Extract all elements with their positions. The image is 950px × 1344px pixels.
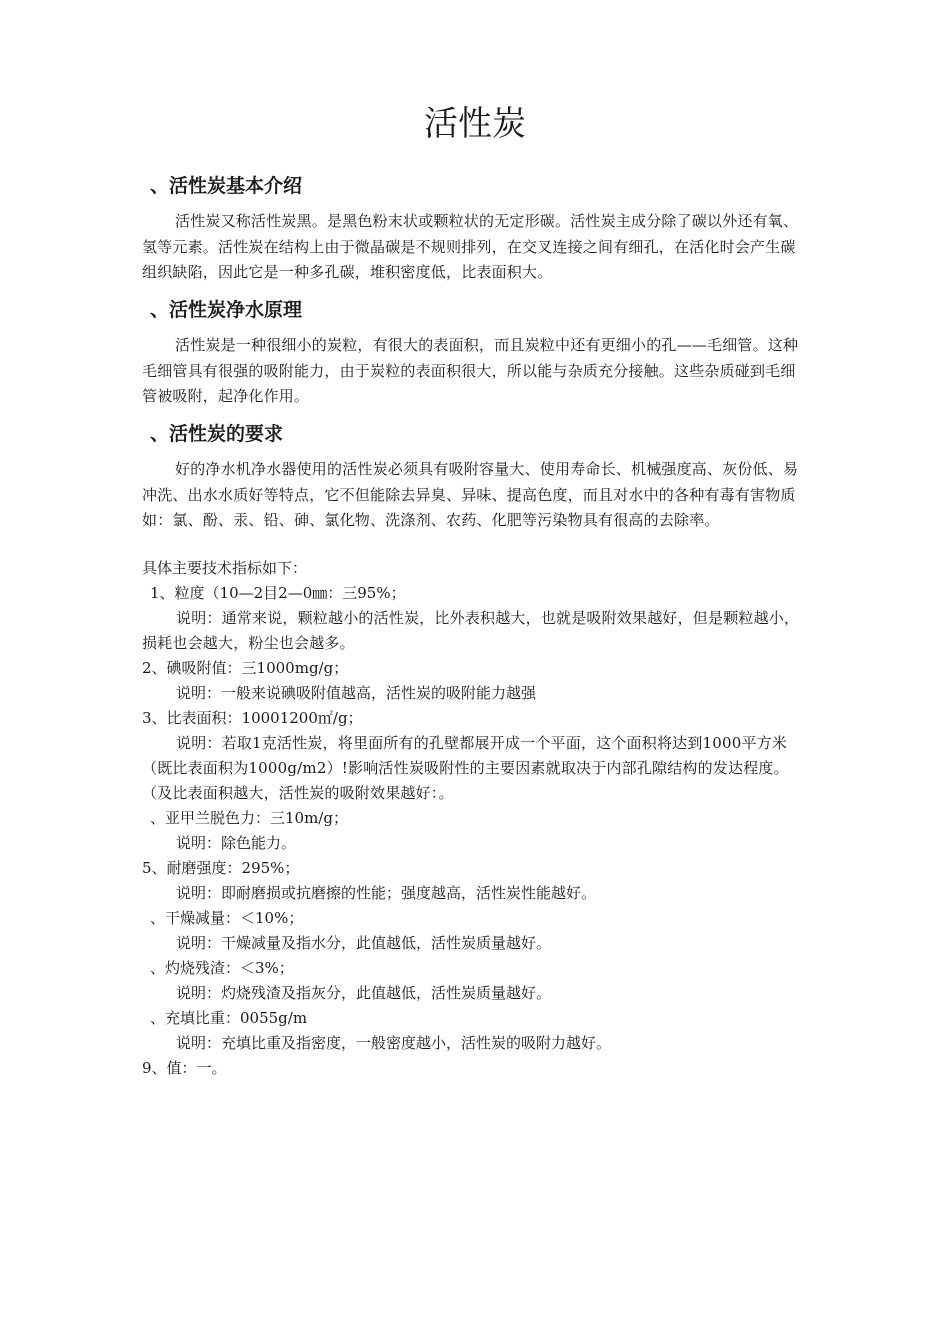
spec-item-abrasion: 5、耐磨强度：295%；: [142, 859, 300, 877]
spec-note-ignition-residue: 说明：灼烧残渣及指灰分，此值越低，活性炭质量越好。: [176, 984, 552, 1002]
section-body-intro: 活性炭又称活性炭黑。是黑色粉末状或颗粒状的无定形碳。活性炭主成分除了碳以外还有氧、氢等元素。活性炭在结构上由于微晶碳是不规则排列，在交叉连接之间有细孔，在活化时会产生碳组织缺陷，因此它是一种多孔碳，堆积密度低，比表面积大。: [142, 212, 799, 281]
section-heading-intro: 、活性炭基本介绍: [150, 175, 303, 197]
document-title: 活性炭: [424, 104, 526, 144]
section-heading-requirements: 、活性炭的要求: [150, 423, 284, 445]
spec-item-ignition-residue: 、灼烧残渣：＜3%；: [150, 959, 294, 977]
specs-intro: 具体主要技术指标如下：: [142, 559, 308, 577]
section-body-requirements: 好的净水机净水器使用的活性炭必须具有吸附容量大、使用寿命长、机械强度高、灰份低、易冲洗、出水水质好等特点，它不但能除去异臭、异味、提高色度，而且对水中的各种有毒有害物质如：氯、酚、汞、铅、砷、氯化物、洗涤剂、农药、化肥等污染物具有很高的去除率。: [142, 460, 799, 529]
section-heading-principle: 、活性炭净水原理: [150, 299, 303, 321]
spec-item-fill-density: 、充填比重：0055g/m: [150, 1009, 308, 1027]
spec-item-granularity: 1、粒度（10—2目2—0㎜：三95%；: [150, 584, 406, 602]
spec-note-iodine: 说明：一般来说碘吸附值越高，活性炭的吸附能力越强: [176, 684, 537, 702]
spec-item-value: 9、值：一。: [142, 1059, 227, 1077]
spec-item-surface-area: 3、比表面积：10001200㎡/g；: [142, 709, 363, 727]
spec-item-iodine: 2、碘吸附值：三1000mg/g；: [142, 659, 349, 677]
spec-note-fill-density: 说明：充填比重及指密度，一般密度越小，活性炭的吸附力越好。: [176, 1034, 612, 1052]
spec-note-granularity: 说明：通常来说，颗粒越小的活性炭，比外表积越大，也就是吸附效果越好，但是颗粒越小，损耗也会越大，粉尘也会越多。: [142, 609, 800, 652]
spec-note-methylene-blue: 说明：除色能力。: [176, 834, 297, 852]
section-body-principle: 活性炭是一种很细小的炭粒，有很大的表面积，而且炭粒中还有更细小的孔——毛细管。这种毛细管具有很强的吸附能力，由于炭粒的表面积很大，所以能与杂质充分接触。这些杂质碰到毛细管被吸附，起净化作用。: [142, 336, 799, 405]
spec-note-surface-area: 说明：若取1克活性炭，将里面所有的孔壁都展开成一个平面，这个面积将达到1000平方米（既比表面积为1000g/m2）!影响活性炭吸附性的主要因素就取决于内部孔隙结构的发达程度。（及比表面积越大，活性炭的吸附效果越好：。: [142, 734, 789, 802]
spec-item-drying-loss: 、干燥减量：＜10%；: [150, 909, 304, 927]
spec-item-methylene-blue: 、亚甲兰脱色力：三10m/g；: [150, 809, 348, 827]
spec-note-abrasion: 说明：即耐磨损或抗磨擦的性能；强度越高，活性炭性能越好。: [176, 884, 597, 902]
spec-note-drying-loss: 说明：干燥减量及指水分，此值越低，活性炭质量越好。: [176, 934, 552, 952]
